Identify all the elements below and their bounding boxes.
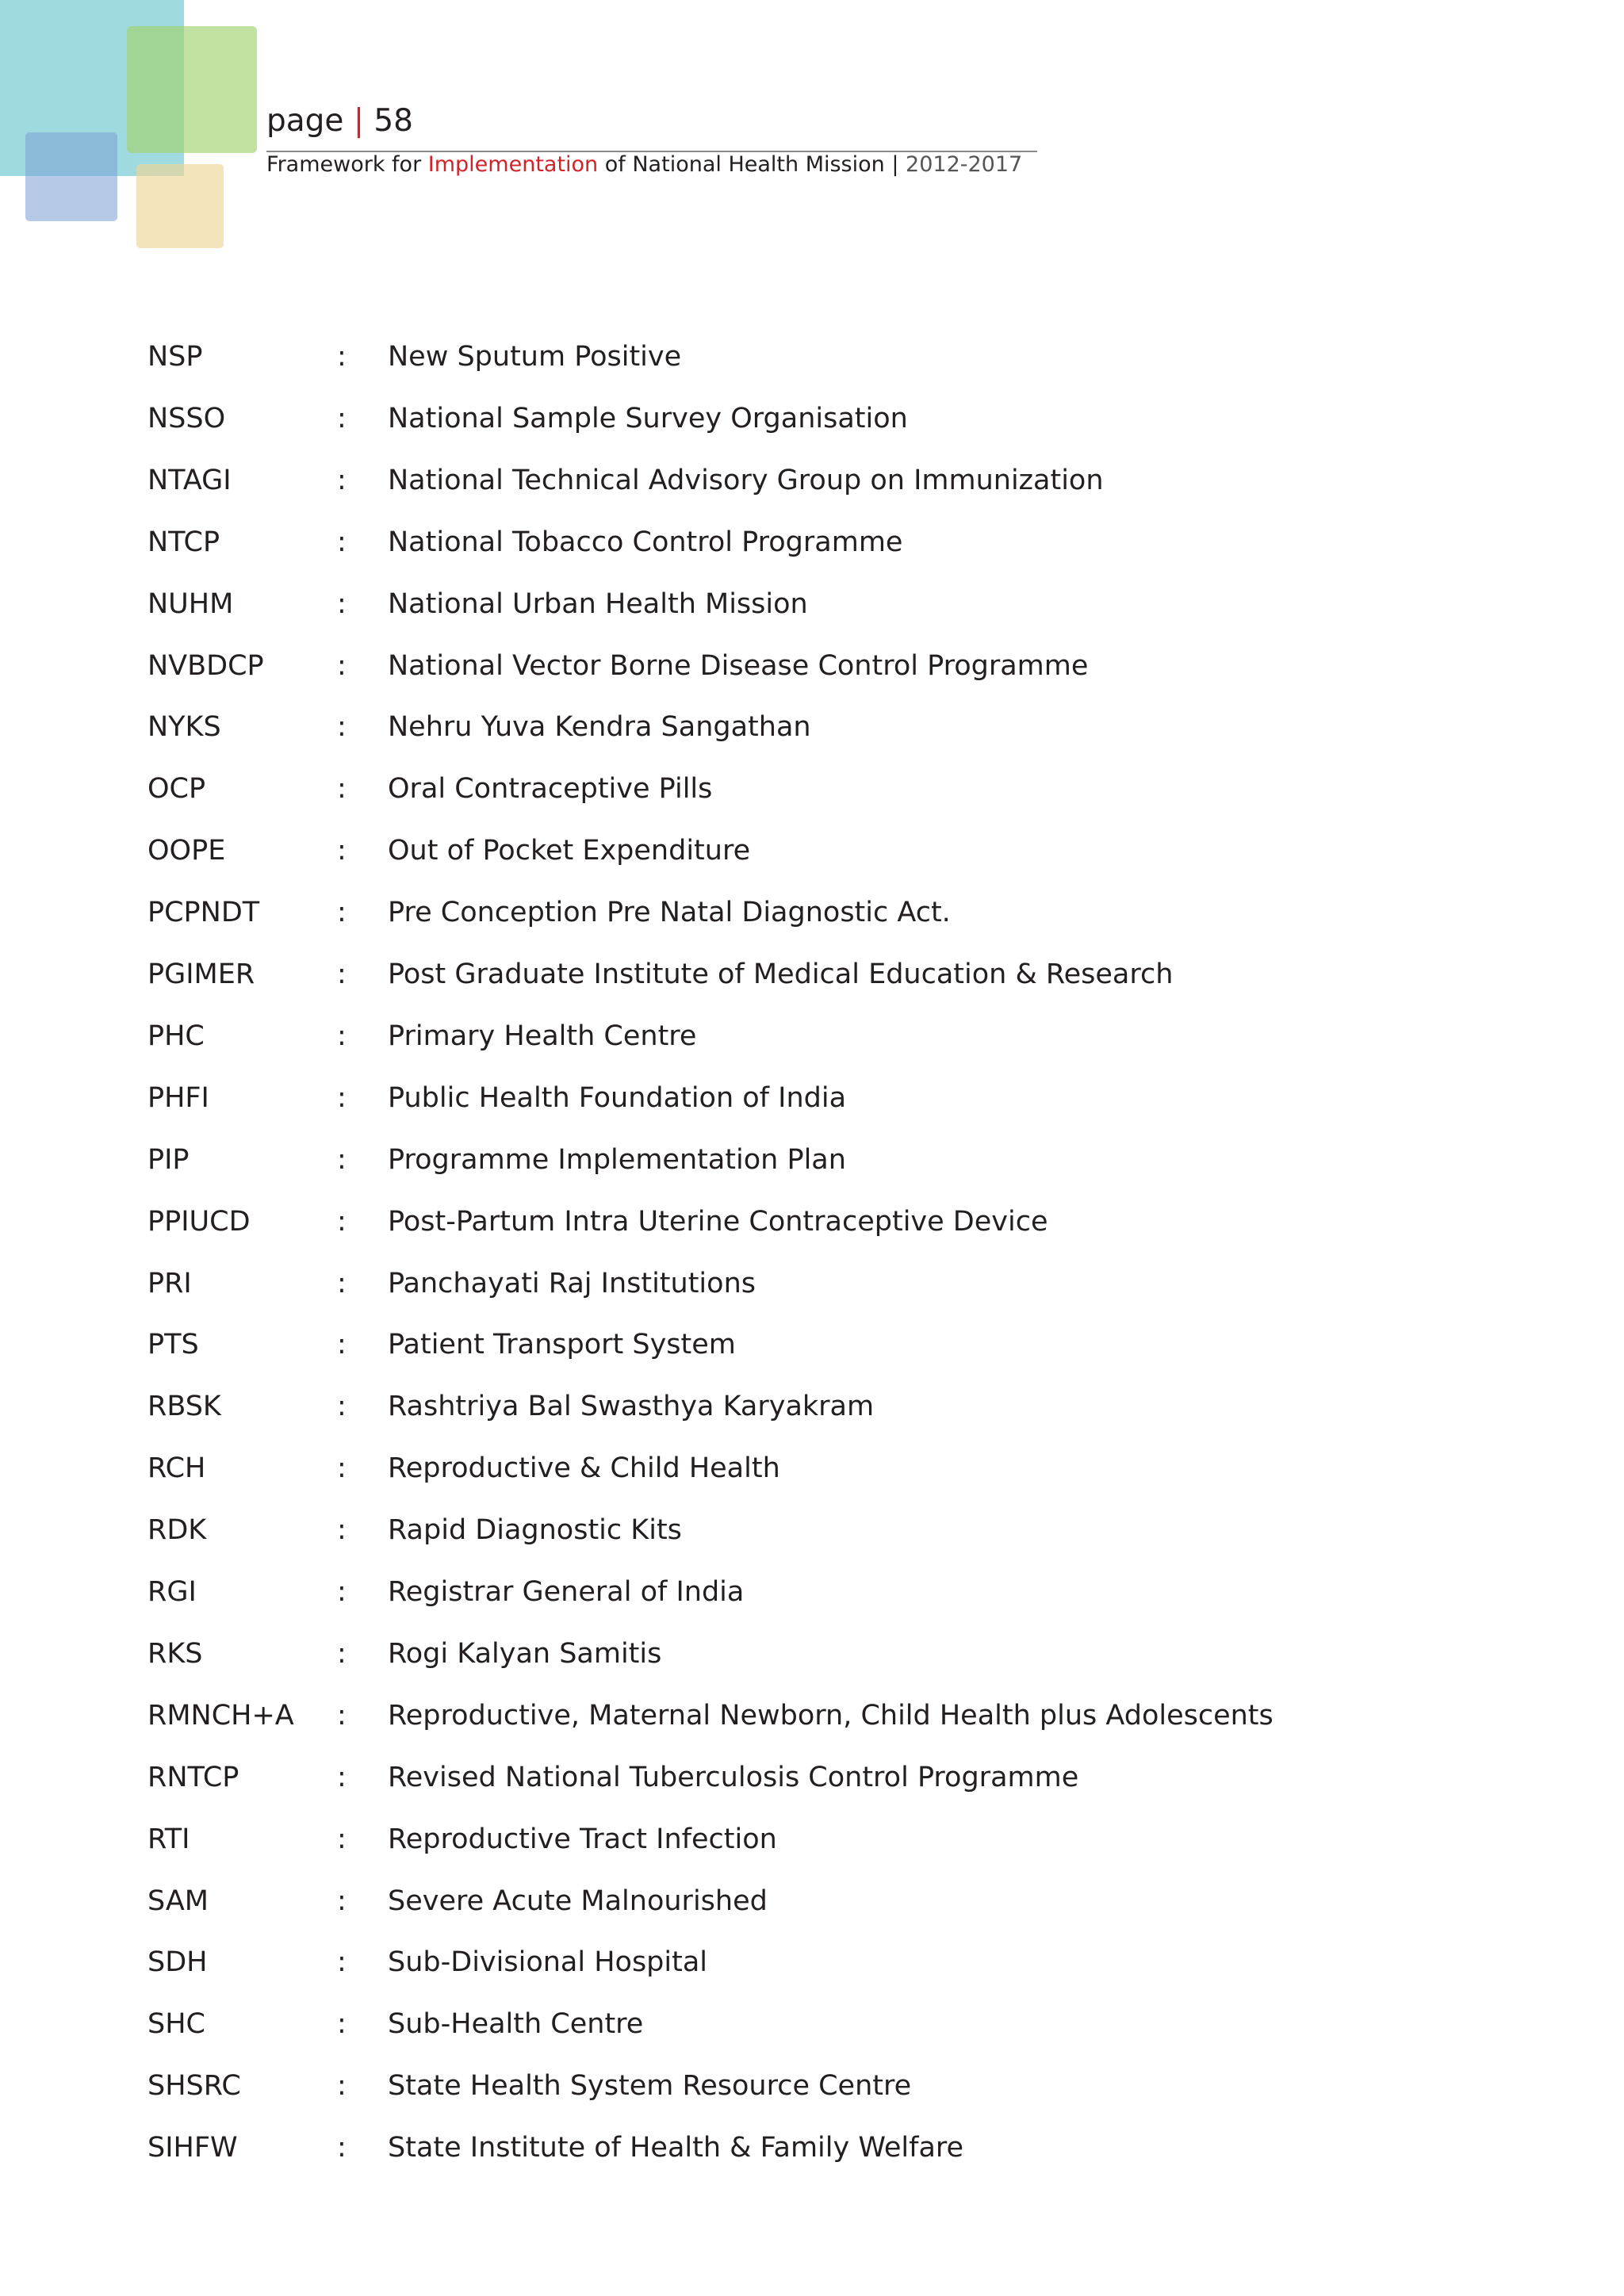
abbreviation-term: OCP [147, 773, 206, 806]
abbreviation-term: RNTCP [147, 1761, 239, 1793]
abbreviation-expansion: Out of Pocket Expenditure [388, 835, 751, 867]
abbreviation-expansion: Revised National Tuberculosis Control Programme [388, 1761, 1079, 1793]
abbreviation-separator: : [337, 897, 347, 929]
abbreviation-row [0, 333, 1624, 381]
abbreviation-term: RMNCH+A [147, 1699, 294, 1732]
abbreviation-expansion: National Sample Survey Organisation [388, 402, 908, 434]
abbreviation-row [0, 642, 1624, 690]
page-word: page [266, 103, 344, 139]
abbreviation-term: PIP [147, 1143, 190, 1176]
decorative-square-blue [25, 132, 117, 221]
abbreviation-expansion: Post-Partum Intra Uterine Contraceptive Device [388, 1205, 1048, 1238]
abbreviation-row [0, 703, 1624, 751]
abbreviation-separator: : [337, 1946, 347, 1979]
abbreviation-term: NTAGI [147, 464, 232, 496]
abbreviation-separator: : [337, 526, 347, 558]
abbreviation-separator: : [337, 1637, 347, 1670]
abbreviation-term: OOPE [147, 835, 226, 867]
abbreviation-term: PTS [147, 1329, 199, 1361]
abbreviation-row [0, 1692, 1624, 1739]
abbreviation-term: NVBDCP [147, 649, 264, 682]
abbreviation-separator: : [337, 649, 347, 682]
title-highlight: Implementation [427, 152, 599, 177]
abbreviation-term: SAM [147, 1885, 209, 1917]
abbreviation-expansion: Sub-Divisional Hospital [388, 1946, 708, 1979]
abbreviation-term: RTI [147, 1823, 190, 1855]
abbreviation-expansion: New Sputum Positive [388, 341, 682, 373]
abbreviation-term: NSP [147, 341, 203, 373]
abbreviation-term: RDK [147, 1514, 207, 1547]
abbreviation-expansion: Public Health Foundation of India [388, 1081, 847, 1114]
abbreviation-expansion: Sub-Health Centre [388, 2008, 644, 2041]
page-separator: | [353, 103, 364, 139]
abbreviation-expansion: State Health System Resource Centre [388, 2070, 912, 2103]
abbreviation-separator: : [337, 464, 347, 496]
abbreviation-separator: : [337, 1329, 347, 1361]
abbreviation-term: PGIMER [147, 959, 255, 990]
abbreviation-expansion: Patient Transport System [388, 1329, 736, 1361]
abbreviation-term: NSSO [147, 402, 226, 434]
abbreviation-row [0, 827, 1624, 874]
abbreviation-expansion: Nehru Yuva Kendra Sangathan [388, 711, 811, 744]
abbreviation-row [0, 1074, 1624, 1122]
abbreviation-term: RKS [147, 1637, 203, 1670]
abbreviation-separator: : [337, 2008, 347, 2041]
abbreviation-separator: : [337, 2070, 347, 2103]
abbreviation-row [0, 1877, 1624, 1925]
abbreviation-row [0, 1816, 1624, 1863]
title-part-1: Framework for [266, 152, 428, 177]
abbreviation-expansion: State Institute of Health & Family Welfare [388, 2132, 964, 2164]
abbreviation-separator: : [337, 1885, 347, 1917]
abbreviation-row [0, 580, 1624, 628]
abbreviation-term: RBSK [147, 1391, 221, 1423]
abbreviation-term: PHFI [147, 1081, 209, 1114]
abbreviation-expansion: Rogi Kalyan Samitis [388, 1637, 662, 1670]
abbreviation-expansion: National Urban Health Mission [388, 587, 808, 620]
abbreviation-expansion: Primary Health Centre [388, 1020, 697, 1052]
abbreviation-expansion: Rapid Diagnostic Kits [388, 1514, 682, 1547]
abbreviation-separator: : [337, 835, 347, 867]
abbreviation-expansion: Oral Contraceptive Pills [388, 773, 713, 806]
abbreviation-row [0, 395, 1624, 442]
page-number-label [266, 101, 413, 141]
abbreviation-row [0, 2062, 1624, 2110]
abbreviation-term: PCPNDT [147, 897, 260, 929]
abbreviation-separator: : [337, 1761, 347, 1793]
abbreviation-separator: : [337, 1823, 347, 1855]
abbreviation-row [0, 2124, 1624, 2172]
title-part-2: of National Health Mission | [598, 152, 906, 177]
abbreviation-expansion: Severe Acute Malnourished [388, 1885, 768, 1917]
abbreviation-term: PRI [147, 1267, 192, 1299]
abbreviation-separator: : [337, 1699, 347, 1732]
abbreviation-separator: : [337, 1205, 347, 1238]
abbreviation-row [0, 1136, 1624, 1184]
document-title [266, 149, 1022, 181]
abbreviation-row [0, 1938, 1624, 1986]
abbreviation-separator: : [337, 1020, 347, 1052]
abbreviation-row [0, 1506, 1624, 1554]
abbreviation-expansion: Panchayati Raj Institutions [388, 1267, 756, 1299]
abbreviation-expansion: Registrar General of India [388, 1576, 745, 1608]
abbreviation-term: NTCP [147, 526, 220, 558]
abbreviation-expansion: Pre Conception Pre Natal Diagnostic Act. [388, 897, 951, 929]
abbreviation-expansion: Reproductive, Maternal Newborn, Child Health plus Adolescents [388, 1699, 1274, 1732]
title-years: 2012-2017 [906, 152, 1023, 177]
abbreviation-separator: : [337, 711, 347, 744]
abbreviation-expansion: National Technical Advisory Group on Immunization [388, 464, 1104, 496]
abbreviation-expansion: Programme Implementation Plan [388, 1143, 846, 1176]
abbreviation-separator: : [337, 2132, 347, 2164]
abbreviation-term: NUHM [147, 587, 234, 620]
abbreviation-separator: : [337, 341, 347, 373]
abbreviation-expansion: National Vector Borne Disease Control Programme [388, 649, 1089, 682]
page-number: 58 [373, 103, 413, 139]
abbreviation-term: NYKS [147, 711, 221, 744]
abbreviation-separator: : [337, 587, 347, 620]
abbreviation-row [0, 1445, 1624, 1492]
decorative-square-green [127, 26, 257, 153]
abbreviation-row [0, 1754, 1624, 1801]
abbreviation-separator: : [337, 959, 347, 990]
abbreviation-separator: : [337, 1081, 347, 1114]
abbreviation-row [0, 889, 1624, 936]
abbreviation-term: SIHFW [147, 2132, 238, 2164]
abbreviation-separator: : [337, 1452, 347, 1485]
decorative-square-yellow [136, 164, 224, 248]
abbreviation-separator: : [337, 1514, 347, 1547]
abbreviation-expansion: Reproductive & Child Health [388, 1452, 780, 1485]
abbreviation-term: SDH [147, 1946, 208, 1979]
abbreviation-row [0, 1321, 1624, 1368]
abbreviation-expansion: National Tobacco Control Programme [388, 526, 903, 558]
abbreviation-row [0, 951, 1624, 998]
abbreviation-separator: : [337, 402, 347, 434]
abbreviation-row [0, 519, 1624, 566]
abbreviation-row [0, 457, 1624, 504]
abbreviation-row [0, 1198, 1624, 1246]
abbreviation-row [0, 1260, 1624, 1307]
abbreviation-row [0, 1630, 1624, 1678]
abbreviation-row [0, 1383, 1624, 1430]
abbreviation-separator: : [337, 1576, 347, 1608]
abbreviation-separator: : [337, 1391, 347, 1423]
abbreviation-term: SHSRC [147, 2070, 241, 2103]
abbreviation-term: RGI [147, 1576, 197, 1608]
abbreviation-row [0, 1568, 1624, 1616]
abbreviation-term: SHC [147, 2008, 205, 2041]
abbreviation-separator: : [337, 1267, 347, 1299]
abbreviation-expansion: Rashtriya Bal Swasthya Karyakram [388, 1391, 875, 1423]
abbreviation-separator: : [337, 773, 347, 806]
abbreviation-expansion: Reproductive Tract Infection [388, 1823, 777, 1855]
abbreviation-expansion: Post Graduate Institute of Medical Education & Research [388, 959, 1174, 990]
abbreviation-term: RCH [147, 1452, 206, 1485]
abbreviation-term: PHC [147, 1020, 205, 1052]
abbreviation-row [0, 765, 1624, 813]
abbreviation-row [0, 2000, 1624, 2048]
abbreviation-separator: : [337, 1143, 347, 1176]
abbreviation-term: PPIUCD [147, 1205, 251, 1238]
abbreviation-row [0, 1012, 1624, 1060]
